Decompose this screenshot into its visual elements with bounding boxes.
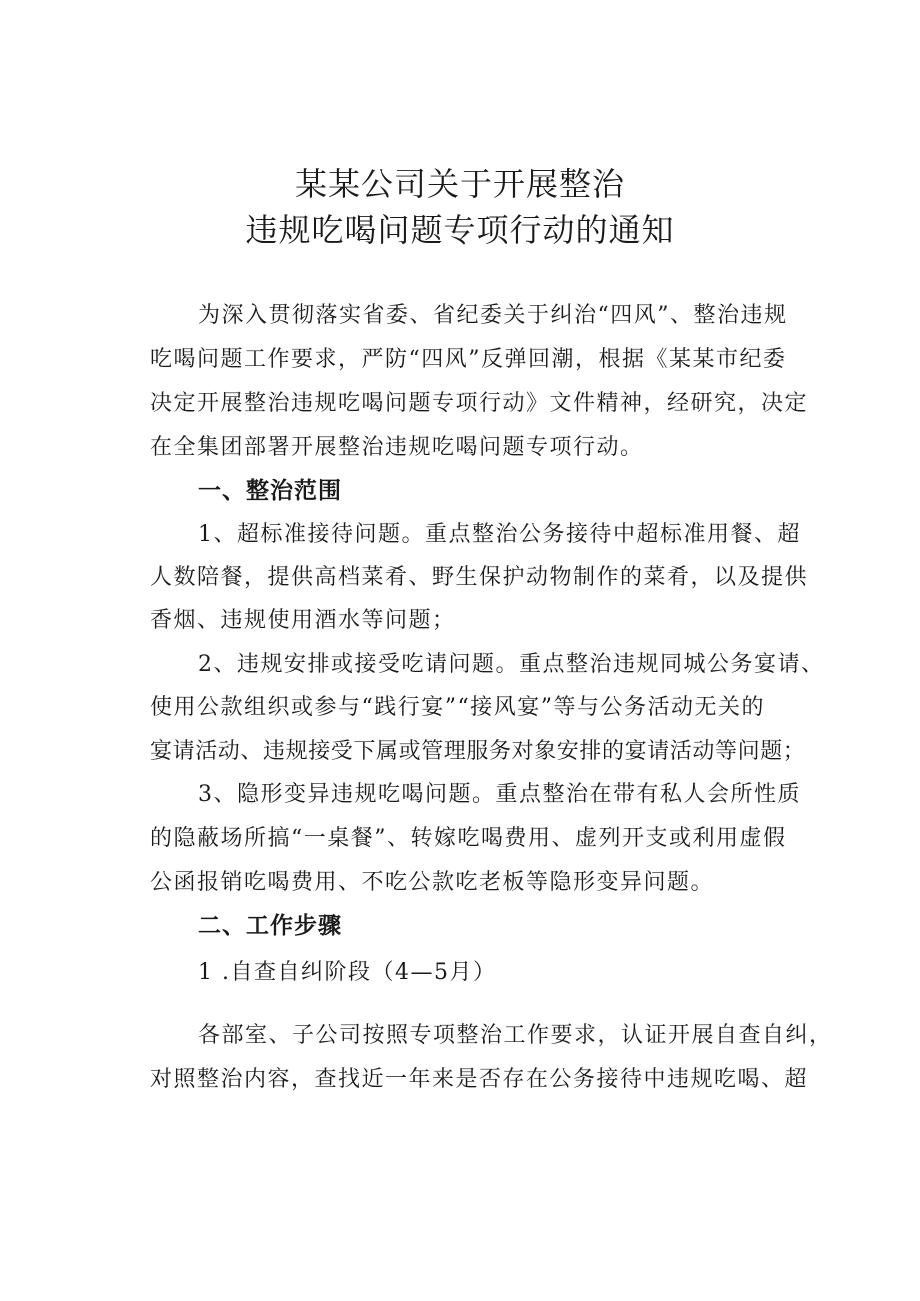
item-1-line-2: 人数陪餐，提供高档菜肴、野生保护动物制作的菜肴，以及提供 — [150, 565, 809, 590]
item-3-line-3: 公函报销吃喝费用、不吃公款吃老板等隐形变异问题。 — [150, 870, 715, 895]
document-title-line-2: 违规吃喝问题专项行动的通知 — [245, 211, 675, 249]
item-2-line-2: 使用公款组织或参与“践行宴”“接风宴”等与公务活动无关的 — [150, 695, 765, 720]
section-heading-scope: 一、整治范围 — [198, 478, 342, 504]
intro-line-2: 吃喝问题工作要求，严防“四风”反弹回潮，根据《某某市纪委 — [150, 347, 787, 372]
item-3-line-2: 的隐蔽场所搞“一桌餐”、转嫁吃喝费用、虚列开支或利用虚假 — [150, 826, 787, 851]
item-1-line-1: 1、超标准接待问题。重点整治公务接待中超标准用餐、超 — [198, 522, 801, 547]
intro-line-3: 决定开展整治违规吃喝问题专项行动》文件精神，经研究，决定 — [150, 391, 809, 416]
item-2-line-3: 宴请活动、违规接受下属或管理服务对象安排的宴请活动等问题； — [150, 739, 806, 764]
item-3-line-1: 3、隐形变异违规吃喝问题。重点整治在带有私人会所性质 — [198, 782, 801, 807]
step-1-title: 1 .自查自纠阶段（4—5月） — [198, 960, 497, 985]
intro-line-1: 为深入贯彻落实省委、省纪委关于纠治“四风”、整治违规 — [198, 303, 788, 328]
intro-line-4: 在全集团部署开展整治违规吃喝问题专项行动。 — [150, 435, 644, 460]
document-title-line-1: 某某公司关于开展整治 — [294, 165, 625, 203]
item-1-line-3: 香烟、违规使用酒水等问题； — [150, 608, 456, 633]
section-heading-steps: 二、工作步骤 — [198, 913, 342, 939]
step-1-body-line-1: 各部室、子公司按照专项整治工作要求，认证开展自查自纠， — [198, 1023, 833, 1048]
item-2-line-1: 2、违规安排或接受吃请问题。重点整治违规同城公务宴请、 — [198, 652, 825, 677]
step-1-body-line-2: 对照整治内容，查找近一年来是否存在公务接待中违规吃喝、超 — [150, 1067, 809, 1092]
